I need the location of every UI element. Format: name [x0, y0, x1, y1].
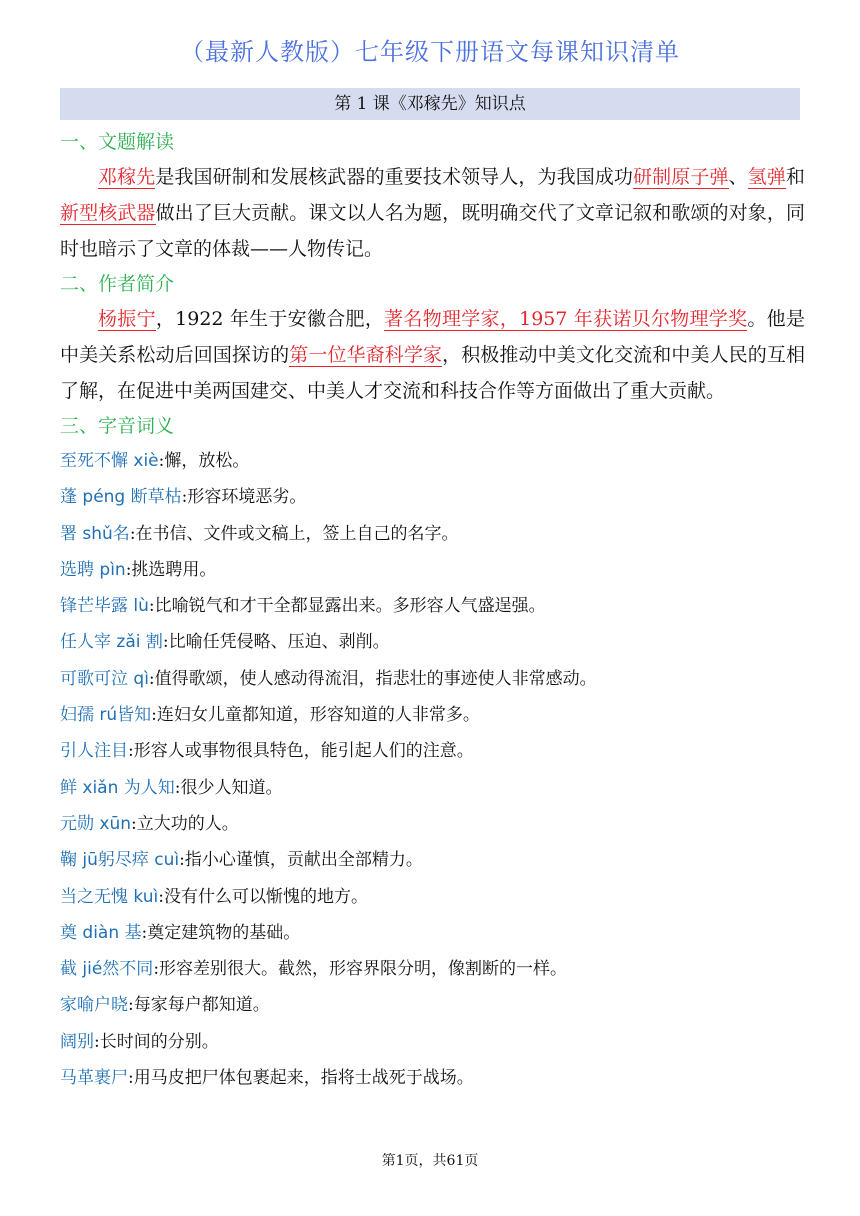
- vocabulary-definition: :没有什么可以惭愧的地方。: [158, 886, 368, 907]
- vocabulary-item: [60, 879, 805, 915]
- vocabulary-item: [60, 915, 805, 951]
- paragraph-text: 。他是中美关系松动后回国探访的: [60, 308, 805, 366]
- vocabulary-word: 奠 diàn 基: [60, 922, 142, 943]
- vocabulary-item: [60, 552, 805, 588]
- vocabulary-item: [60, 516, 805, 552]
- vocabulary-word: 至死不懈 xiè: [60, 451, 159, 471]
- vocabulary-word: 署 shǔ名: [60, 523, 130, 544]
- vocabulary-item: [60, 661, 805, 697]
- vocabulary-definition: :用马皮把尸体包裹起来，指将士战死于战场。: [128, 1068, 474, 1089]
- vocabulary-item: [60, 479, 805, 515]
- highlighted-term: 研制原子弹: [633, 166, 729, 188]
- paragraph-text: 和: [785, 166, 805, 188]
- paragraph-text: 是我国研制和发展核武器的重要技术领导人，为我国成功: [155, 166, 634, 188]
- vocabulary-definition: :懈，放松。: [158, 451, 250, 471]
- paragraph-text: 、: [728, 166, 748, 188]
- vocabulary-word: 元勋 xūn: [60, 813, 132, 834]
- vocabulary-list: [60, 443, 805, 1096]
- vocabulary-item: [60, 443, 805, 479]
- vocabulary-item: [60, 733, 805, 769]
- vocabulary-word: 蓬 péng 断草枯: [60, 487, 182, 508]
- highlighted-term: 第一位华裔科学家: [289, 344, 443, 366]
- section-heading-title-interpretation: 一、文题解读: [60, 131, 175, 153]
- vocabulary-word: 截 jié然不同: [60, 959, 154, 980]
- section-heading-vocabulary: 三、字音词义: [60, 415, 175, 437]
- vocabulary-word: 任人宰 zǎi 割: [60, 632, 163, 653]
- vocabulary-definition: :指小心谨慎，贡献出全部精力。: [179, 850, 423, 871]
- vocabulary-word: 阔别: [60, 1031, 94, 1052]
- vocabulary-definition: :形容差别很大。截然，形容界限分明，像割断的一样。: [153, 959, 568, 980]
- highlighted-term: 邓稼先: [98, 166, 156, 188]
- vocabulary-definition: :在书信、文件或文稿上，签上自己的名字。: [129, 523, 459, 544]
- paragraph-text: ，1922 年生于安徽合肥，: [155, 308, 385, 330]
- vocabulary-definition: :奠定建筑物的基础。: [141, 922, 301, 943]
- vocabulary-word: 鞠 jū躬尽瘁 cuì: [60, 850, 180, 871]
- vocabulary-item: [60, 624, 805, 660]
- paragraph-text: ，积极推动中美文化交流和中美人民的互相了解，在促进中美两国建交、中美人才交流和科技合作等方面做出了重大贡献。: [60, 344, 805, 402]
- vocabulary-item: [60, 806, 805, 842]
- vocabulary-word: 引人注目: [60, 741, 128, 762]
- vocabulary-item: [60, 697, 805, 733]
- highlighted-term: 著名物理学家，1957 年获诺贝尔物理学奖: [384, 308, 748, 330]
- vocabulary-definition: :形容环境恶劣。: [181, 487, 307, 508]
- highlighted-term: 新型核武器: [60, 202, 156, 224]
- vocabulary-word: 妇孺 rú皆知: [60, 705, 152, 726]
- vocabulary-word: 可歌可泣 qì: [60, 668, 149, 689]
- lesson-title-bar: [60, 88, 800, 120]
- section-heading-author-intro: 二、作者简介: [60, 273, 175, 295]
- vocabulary-definition: :比喻锐气和才干全都显露出来。多形容人气盛逞强。: [148, 596, 546, 617]
- title-interpretation-paragraph: [60, 159, 805, 267]
- vocabulary-definition: :每家每户都知道。: [128, 995, 270, 1016]
- vocabulary-definition: :连妇女儿童都知道，形容知道的人非常多。: [151, 705, 480, 726]
- vocabulary-definition: :立大功的人。: [131, 813, 239, 834]
- vocabulary-definition: :很少人知道。: [174, 777, 283, 798]
- vocabulary-word: 当之无愧 kuì: [60, 886, 159, 907]
- vocabulary-word: 锋芒毕露 lù: [60, 596, 149, 617]
- lesson-title: 第 1 课《邓稼先》知识点: [334, 94, 526, 114]
- vocabulary-word: 马革裹尸: [60, 1068, 128, 1089]
- highlighted-term: 氢弹: [747, 166, 786, 188]
- vocabulary-item: [60, 842, 805, 878]
- author-intro-paragraph: [60, 301, 805, 409]
- page-footer: 第1页，共61页: [381, 1153, 479, 1169]
- vocabulary-word: 家喻户晓: [60, 995, 128, 1016]
- vocabulary-item: [60, 1024, 805, 1060]
- vocabulary-item: [60, 951, 805, 987]
- vocabulary-definition: :形容人或事物很具特色，能引起人们的注意。: [128, 741, 474, 762]
- highlighted-term: 杨振宁: [98, 308, 156, 330]
- document-title: （最新人教版）七年级下册语文每课知识清单: [180, 38, 680, 66]
- vocabulary-item: [60, 588, 805, 624]
- vocabulary-word: 鲜 xiǎn 为人知: [60, 777, 175, 798]
- vocabulary-item: [60, 1060, 805, 1096]
- paragraph-text: 做出了巨大贡献。课文以人名为题，既明确交代了文章记叙和歌颂的对象，同时也暗示了文章的体裁——人物传记。: [60, 202, 805, 260]
- vocabulary-definition: :比喻任凭侵略、压迫、剥削。: [162, 632, 390, 653]
- vocabulary-definition: :长时间的分别。: [94, 1031, 219, 1052]
- main-content: [60, 125, 805, 1096]
- vocabulary-word: 选聘 pìn: [60, 559, 126, 580]
- vocabulary-item: [60, 987, 805, 1023]
- vocabulary-item: [60, 770, 805, 806]
- vocabulary-definition: :挑选聘用。: [125, 559, 217, 580]
- vocabulary-definition: :值得歌颂，使人感动得流泪，指悲壮的事迹使人非常感动。: [148, 668, 597, 689]
